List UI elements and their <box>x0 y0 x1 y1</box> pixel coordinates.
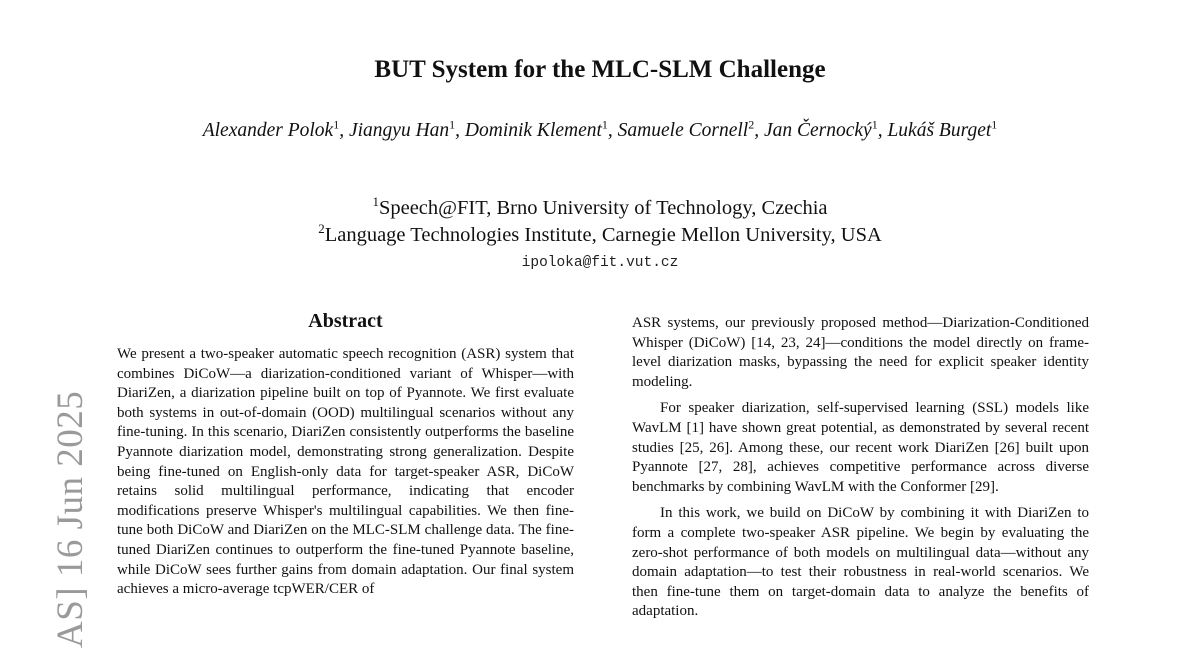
author-separator: , <box>455 120 465 141</box>
author-name: Jan Černocký <box>763 120 872 141</box>
affiliation-line <box>0 195 1200 222</box>
author-separator: , <box>877 120 888 141</box>
affiliation-line <box>0 222 1200 249</box>
arxiv-stamp: AS] 16 Jun 2025 <box>50 390 91 648</box>
author-affiliation-mark: 1 <box>991 117 998 132</box>
contact-email: ipoloka@fit.vut.cz <box>521 255 679 271</box>
author-separator: , <box>754 120 764 141</box>
affiliation-text: Speech@FIT, Brno University of Technology, Czechia <box>378 197 828 219</box>
intro-paragraph-2: For speaker diarization, self-supervised learning (SSL) models like WavLM [1] have shown great potential, as demonstrated by several recent studies [25, 26]. Among these, our recent work DiariZen [26] built upon Pyannote [27, 28], achieves competitive performance across diverse benchmarks by combining WavLM with the Conformer [29]. <box>632 400 1089 495</box>
paper-title: BUT System for the MLC-SLM Challenge <box>374 56 826 83</box>
affiliation-mark: 1 <box>372 194 379 210</box>
affiliation-text: Language Technologies Institute, Carnegie Mellon University, USA <box>324 224 882 246</box>
author-list <box>140 118 1060 144</box>
intro-paragraph-1: ASR systems, our previously proposed method—Diarization-Conditioned Whisper (DiCoW) [14, 23, 24]—conditions the model directly on frame-level diarization masks, bypassing the need for explicit speaker identity modeling. <box>632 315 1089 390</box>
author-affiliation-mark: 1 <box>449 117 456 132</box>
abstract-heading: Abstract <box>308 310 383 332</box>
author-affiliation-mark: 1 <box>601 117 608 132</box>
affiliation-mark: 2 <box>318 221 325 237</box>
affiliation-list <box>0 195 1200 249</box>
intro-column <box>632 314 1089 622</box>
abstract-paragraph: We present a two-speaker automatic speech recognition (ASR) system that combines DiCoW—a diarization-conditioned variant of Whisper—with DiariZen, a diarization pipeline built on top of Pyannote. We first evaluate both systems in out-of-domain (OOD) multilingual scenarios without any fine-tuning. In this scenario, DiariZen consistently outperforms the baseline Pyannote diarization model, demonstrating strong generalization. Despite being fine-tuned on English-only data for target-speaker ASR, DiCoW retains solid multilingual performance, indicating that encoder modifications preserve Whisper's multilingual capabilities. We then fine-tune both DiCoW and DiariZen on the MLC-SLM challenge data. The fine-tuned DiariZen continues to outperform the fine-tuned Pyannote baseline, while DiCoW sees further gains from domain adaptation. Our final system achieves a micro-average tcpWER/CER of <box>117 346 574 598</box>
author-affiliation-mark: 1 <box>333 117 340 132</box>
author-name: Alexander Polok <box>202 120 334 141</box>
author-affiliation-mark: 2 <box>748 117 755 132</box>
author-name: Dominik Klement <box>464 120 602 141</box>
intro-paragraph-3: In this work, we build on DiCoW by combining it with DiariZen to form a complete two-speaker ASR pipeline. We begin by evaluating the zero-shot performance of both models on multilingual data—without any domain adaptation—to test their robustness in real-world scenarios. We then fine-tune them on target-domain data to analyze the benefits of adaptation. <box>632 505 1089 620</box>
author-name: Samuele Cornell <box>617 120 749 141</box>
abstract-column <box>117 345 574 600</box>
author-name: Lukáš Burget <box>887 120 992 141</box>
author-separator: , <box>339 120 349 141</box>
author-affiliation-mark: 1 <box>871 117 878 132</box>
author-name: Jiangyu Han <box>348 120 450 141</box>
author-separator: , <box>607 120 618 141</box>
